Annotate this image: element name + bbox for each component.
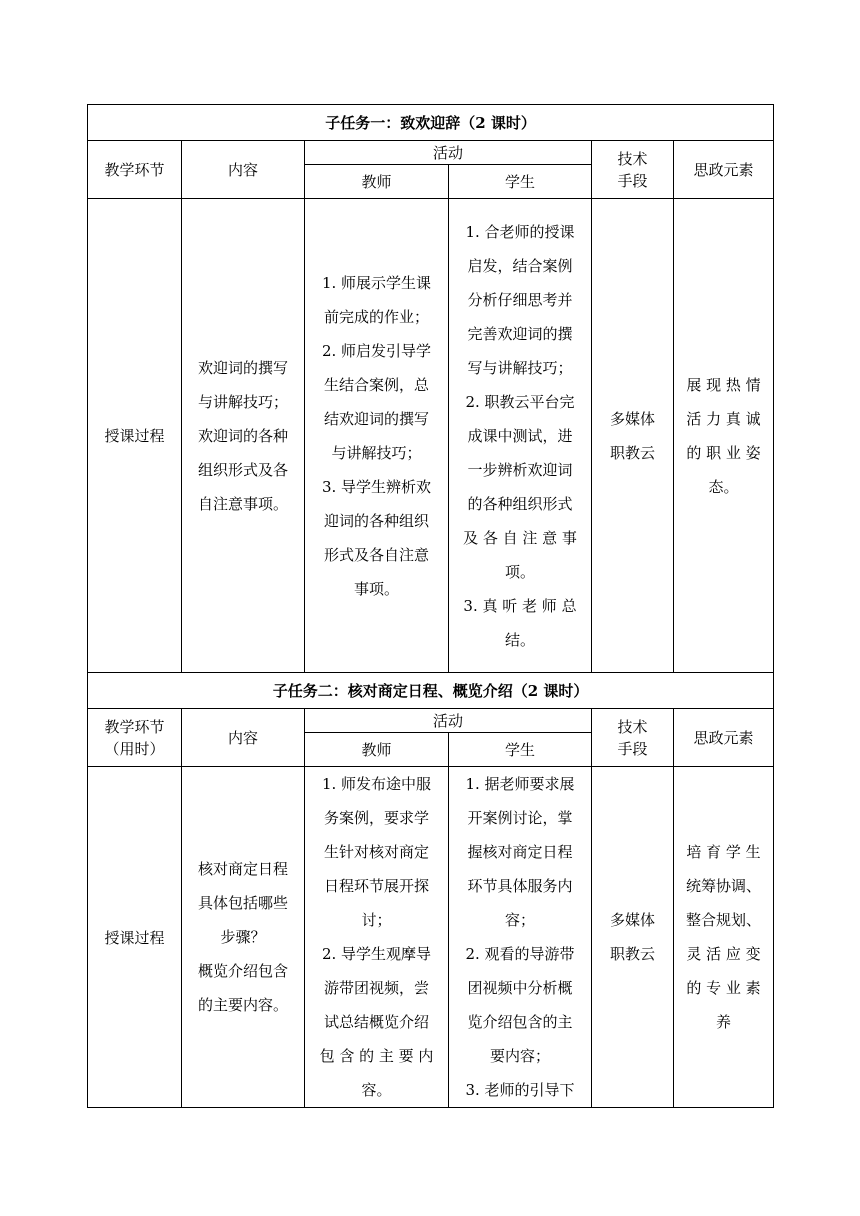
header-content: 内容	[182, 709, 305, 767]
header-content: 内容	[182, 141, 305, 199]
header-student: 学生	[449, 733, 592, 767]
content-cell: 欢迎词的撰写 与讲解技巧； 欢迎词的各种 组织形式及各 自注意事项。	[182, 199, 305, 673]
stage-cell: 授课过程	[88, 767, 182, 1108]
section-title-row	[88, 105, 774, 141]
teacher-cell: 1. 师展示学生课 前完成的作业； 2. 师启发引导学 生结合案例，总 结欢迎词的撰写 与讲解技巧； 3. 导学生辨析欢 迎词的各种组织 形式及各自注意 事项。	[305, 199, 449, 673]
header-student: 学生	[449, 165, 592, 199]
section-title-row	[88, 673, 774, 709]
header-stage: 教学环节 （用时）	[88, 709, 182, 767]
header-teacher: 教师	[305, 165, 449, 199]
section-title: 子任务二：核对商定日程、概览介绍（2 课时）	[88, 673, 774, 709]
ideology-cell: 培 育 学 生 统筹协调、 整合规划、 灵 活 应 变 的 专 业 素 养	[674, 767, 774, 1108]
header-ideology: 思政元素	[674, 709, 774, 767]
body-row	[88, 767, 774, 1108]
tech-cell: 多媒体 职教云	[592, 199, 674, 673]
content-cell: 核对商定日程 具体包括哪些 步骤？ 概览介绍包含 的主要内容。	[182, 767, 305, 1108]
header-activity: 活动	[305, 709, 592, 733]
header-stage: 教学环节	[88, 141, 182, 199]
lesson-plan-table	[87, 104, 774, 1108]
teacher-cell: 1. 师发布途中服 务案例，要求学 生针对核对商定 日程环节展开探 讨； 2. 导学生观摩导 游带团视频，尝 试总结概览介绍 包 含 的 主 要 内 容。	[305, 767, 449, 1108]
header-activity: 活动	[305, 141, 592, 165]
tech-cell: 多媒体 职教云	[592, 767, 674, 1108]
section-title: 子任务一：致欢迎辞（2 课时）	[88, 105, 774, 141]
header-tech: 技术 手段	[592, 709, 674, 767]
stage-cell: 授课过程	[88, 199, 182, 673]
ideology-cell: 展 现 热 情 活 力 真 诚 的 职 业 姿 态。	[674, 199, 774, 673]
header-tech: 技术 手段	[592, 141, 674, 199]
student-cell: 1. 合老师的授课 启发，结合案例 分析仔细思考并 完善欢迎词的撰 写与讲解技巧； 2. 职教云平台完 成课中测试，进 一步辨析欢迎词 的各种组织形式 及 各 自 注 意 事 项。 3. 真 听 老 师 总 结。	[449, 199, 592, 673]
student-cell: 1. 据老师要求展 开案例讨论，掌 握核对商定日程 环节具体服务内 容； 2. 观看的导游带 团视频中分析概 览介绍包含的主 要内容； 3. 老师的引导下	[449, 767, 592, 1108]
header-ideology: 思政元素	[674, 141, 774, 199]
header-teacher: 教师	[305, 733, 449, 767]
body-row	[88, 199, 774, 673]
header-row	[88, 141, 774, 165]
header-row	[88, 709, 774, 733]
